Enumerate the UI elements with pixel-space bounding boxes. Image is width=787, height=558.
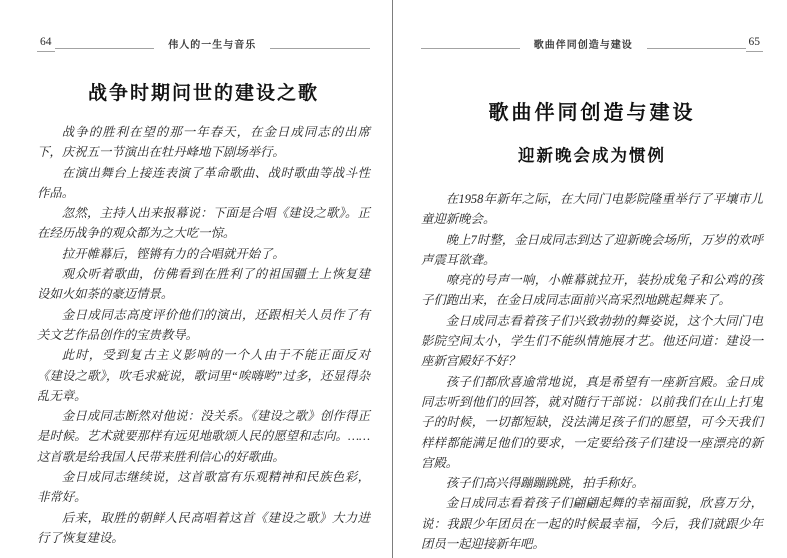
paragraph: 拉开帷幕后，铿锵有力的合唱就开始了。 [61,246,285,261]
paragraph: 忽然，主持人出来报幕说：下面是合唱《建设之歌》。正在经历战争的观众都为之大吃一惊。 [37,206,370,241]
paragraph: 金日成同志看着孩子们兴致勃勃的舞姿说，这个大同门电影院空间太小，学生们不能纵情施展才艺。他还问道：建设一座新宫殿好不好？ [421,313,763,369]
page-right [392,0,787,558]
paragraph: 金日成同志断然对他说：没关系。《建设之歌》创作得正是时候。艺术就要那样有远见地歌颂人民的愿望和志向。……这首歌是给我国人民带来胜利信心的好歌曲。 [37,409,370,464]
paragraph: 在1958年新年之际，在大同门电影院隆重举行了平壤市儿童迎新晚会。 [421,192,763,227]
paragraph: 在演出舞台上接连表演了革命歌曲、战时歌曲等战斗性作品。 [37,165,370,200]
paragraph: 此时，受到复古主义影响的一个人由于不能正面反对《建设之歌》，吹毛求疵说，歌词里“唉嗨哟”过多，还显得杂乱无章。 [37,348,370,403]
chapter-title-left: 战争时期问世的建设之歌 [87,83,319,104]
paragraph: 金日成同志看着孩子们翩翩起舞的幸福面貌，欣喜万分，说：我跟少年团员在一起的时候最幸福，今后，我们就跟少年团员一起迎接新年吧。 [421,496,763,552]
paragraph: 后来，取胜的朝鲜人民高唱着这首《建设之歌》大力进行了恢复建设。 [37,510,370,545]
running-header-right [421,36,763,52]
paragraph: 战争的胜利在望的那一年春天，在金日成同志的出席下，庆祝五一节演出在牡丹峰地下剧场举行。 [37,125,370,160]
paragraph: 金日成同志继续说，这首歌富有乐观精神和民族色彩，非常好。 [37,470,370,505]
page-body-left [37,122,370,548]
page-body-right [421,189,763,554]
paragraph: 金日成同志高度评价他们的演出，还跟相关人员作了有关文艺作品创作的宝贵教导。 [37,307,370,342]
running-header-left [37,36,370,52]
paragraph: 观众听着歌曲，仿佛看到在胜利了的祖国疆土上恢复建设如火如荼的豪迈情景。 [37,267,370,302]
paragraph: 孩子们都欣喜逾常地说，真是希望有一座新宫殿。金日成同志听到他们的回答，就对随行干部说：以前我们在山上打鬼子的时候，一切都短缺，没法满足孩子们的愿望，可今天我们样样都能满足他们的要求，一定要给孩子们建设一座漂亮的新宫殿。 [421,374,763,470]
paragraph: 孩子们高兴得蹦蹦跳跳，拍手称好。 [445,476,645,491]
header-rule [421,48,520,49]
header-rule [647,48,746,49]
section-title-right: 迎新晚会成为惯例 [518,147,666,165]
header-rule [55,48,155,49]
page-number-left: 64 [37,37,55,53]
header-rule [270,48,370,49]
page-left [0,0,392,558]
chapter-title-right: 歌曲伴同创造与建设 [488,102,696,124]
page-number-right: 65 [746,37,764,53]
running-head-right: 歌曲伴同创造与建设 [533,40,633,51]
paragraph: 晚上7时整，金日成同志到达了迎新晚会场所，万岁的欢呼声震耳欲聋。 [421,232,763,267]
running-head-left: 伟人的一生与音乐 [168,40,257,51]
paragraph: 嘹亮的号声一响，小帷幕就拉开，装扮成兔子和公鸡的孩子们跑出来，在金日成同志面前兴高采烈地跳起舞来了。 [421,273,763,308]
